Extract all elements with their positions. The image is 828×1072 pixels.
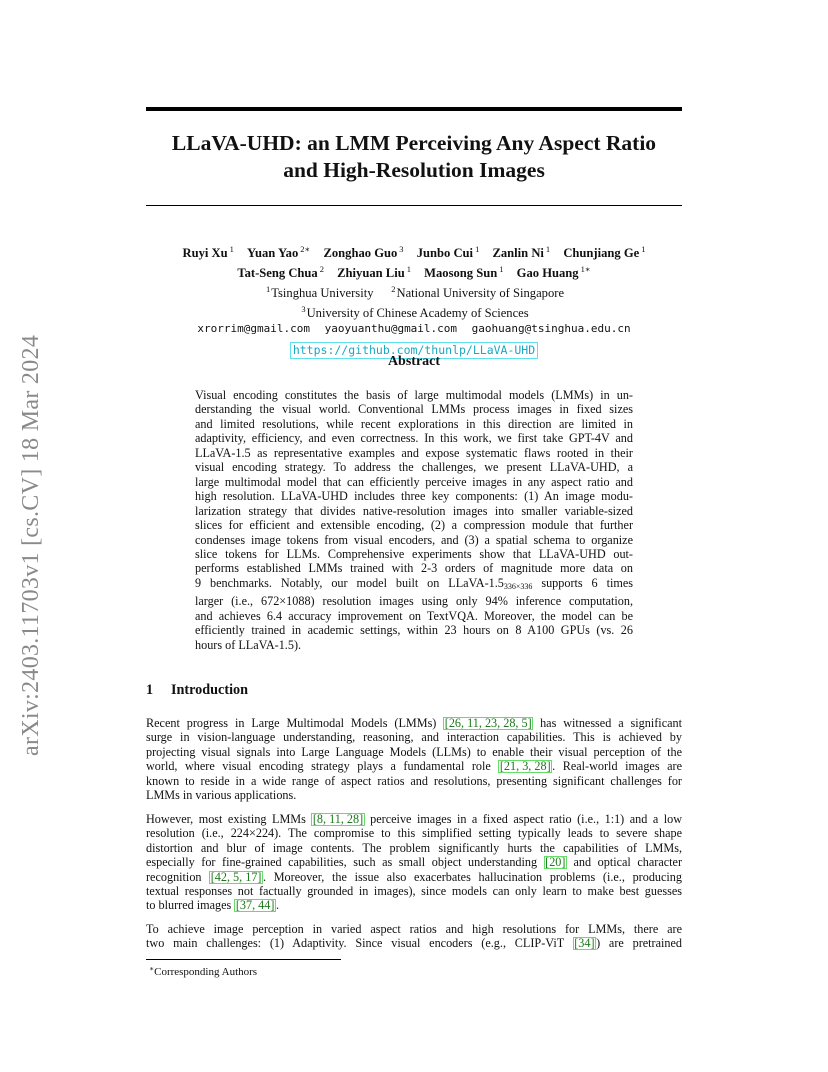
footnote-text: Corresponding Authors	[154, 966, 258, 978]
citation-link[interactable]: [34]	[574, 936, 595, 951]
affiliation: $^1$Tsinghua University	[265, 284, 374, 300]
citation-link[interactable]: [21, 3, 28]	[499, 759, 551, 774]
text-line: distortion and blur of image contents. The problem significantly hurts the capabilities of LMMs,	[146, 840, 682, 855]
section-number: 1	[146, 682, 154, 698]
abstract-line: LLaVA-1.5 as representative examples and expose systematic flaws rooted in their	[195, 445, 633, 460]
email[interactable]: gaohuang@tsinghua.edu.cn	[471, 322, 631, 335]
abstract-body	[195, 388, 633, 652]
citation-link[interactable]: [37, 44]	[235, 898, 275, 913]
abstract-line: visual encoding strategy. To address the challenges, we present LLaVA-UHD, a	[195, 460, 633, 475]
paper-title	[146, 130, 682, 184]
citation-link[interactable]: [8, 11, 28]	[312, 812, 364, 826]
text-line: textual responses not factually grounded in images), since models can only learn to make best guesses	[146, 884, 682, 899]
citation-link[interactable]: [42, 5, 17]	[210, 869, 262, 884]
paragraph	[146, 812, 682, 913]
text-line: However, most existing LMMs [8, 11, 28] perceive images in a fixed aspect ratio (i.e., 1:1) and a low	[146, 812, 683, 826]
abstract-line: condenses image tokens from visual encoders, and (3) a spatial schema to organize	[195, 532, 633, 547]
author: Zhiyuan Liu $^1$	[337, 264, 411, 280]
text-line: two main challenges: (1) Adaptivity. Since visual encoders (e.g., CLIP-ViT [34] ) are pretrained	[146, 936, 682, 951]
abstract-line: Visual encoding constitutes the basis of large multimodal models (LMMs) in un-	[195, 388, 633, 402]
footnote-rule	[146, 959, 341, 960]
section-title: Introduction	[171, 682, 248, 698]
abstract-line: hours of LLaVA-1.5).	[195, 637, 302, 652]
abstract-line: and achieves 6.4 accuracy improvement on TextVQA. Moreover, the model can be	[195, 608, 633, 623]
email-line	[146, 321, 682, 337]
title-top-rule	[146, 107, 682, 111]
author: Zanlin Ni $^1$	[492, 244, 551, 260]
text-line: resolution (i.e., 224×224). The compromise to this simplified setting typically leads to severe shape	[146, 826, 682, 841]
text-line: surge in vision-language understanding, reasoning, and interaction capabilities. This is achieved by	[146, 730, 682, 745]
email[interactable]: yaoyuanthu@gmail.com	[324, 322, 458, 335]
author-line	[146, 241, 682, 261]
abstract-line: adaptivity, efficiency, and even correctness. In this work, we first take GPT-4V and	[195, 431, 633, 446]
abstract-line: and limited resolutions, while recent explorations in this direction are limited in	[195, 416, 633, 431]
affiliation-line	[146, 281, 682, 301]
text-line: especially for fine-grained capabilities, such as small object understanding [20] and optical character	[146, 855, 683, 870]
abstract-heading: Abstract	[387, 354, 441, 369]
paragraph	[146, 922, 682, 951]
title-line: and High-Resolution Images	[283, 158, 545, 182]
affiliation-line	[146, 301, 682, 321]
author: Yuan Yao $^{2∗}$	[247, 244, 311, 260]
title-line: LLaVA-UHD: an LMM Perceiving Any Aspect Ratio	[171, 131, 657, 155]
author: Chunjiang Ge $^1$	[563, 244, 646, 260]
abstract-line: large multimodal model that can efficiently perceive images in any aspect ratio and	[195, 474, 633, 489]
author: Tat-Seng Chua $^2$	[237, 264, 324, 280]
author: Gao Huang $^{1∗}$	[516, 264, 591, 280]
text-line: world, where visual encoding strategy plays a fundamental role [21, 3, 28] . Real-world images are	[146, 759, 682, 774]
text-line: projecting visual signals into Large Language Models (LLMs) to enable their visual perception of the	[146, 744, 682, 759]
abstract-line: efficiently trained in academic settings, within 23 hours on 8 A100 GPUs (vs. 26	[195, 623, 633, 638]
text-line: To achieve image perception in varied aspect ratios and high resolutions for LMMs, there are	[146, 922, 682, 936]
affiliation: $^2$National University of Singapore	[391, 284, 565, 300]
affiliation: $^3$University of Chinese Academy of Sciences	[301, 304, 529, 320]
author: Junbo Cui $^1$	[416, 244, 480, 260]
text-line: LMMs in various applications.	[146, 788, 297, 803]
abstract-line: performs established LMMs trained with 2-3 orders of magnitude more data on	[195, 561, 633, 576]
citation-link[interactable]: [20]	[545, 855, 566, 870]
email[interactable]: xrorrim@gmail.com	[197, 322, 310, 335]
abstract-line: slices for efficient and extensible encoding, (2) a compression module that further	[195, 518, 633, 533]
text-line: recognition [42, 5, 17] . Moreover, the issue also exacerbates hallucination problems (i.e., producing	[146, 869, 682, 884]
abstract-line: larger (i.e., 672×1088) resolution images using only 94% inference computation,	[195, 594, 633, 609]
text-line: Recent progress in Large Multimodal Models (LMMs) [26, 11, 23, 28, 5] has witnessed a significant	[146, 716, 682, 730]
author: Maosong Sun $^1$	[424, 264, 504, 280]
text-line: known to reside in a wide range of aspect ratios and resolutions, presenting significant challenges for	[146, 773, 682, 788]
arxiv-stamp: arXiv:2403.11703v1 [cs.CV] 18 Mar 2024	[18, 334, 44, 756]
author-line	[146, 261, 682, 281]
section-heading	[146, 682, 248, 699]
github-link[interactable]: https://github.com/thunlp/LLaVA-UHD	[290, 342, 538, 359]
text-line: to blurred images [37, 44] .	[146, 898, 279, 913]
abstract-line: slice tokens for LLMs. Comprehensive experiments show that LLaVA-UHD out-	[195, 546, 633, 561]
paragraph	[146, 716, 682, 802]
footnote	[146, 962, 257, 979]
footnote-mark: ∗	[149, 964, 155, 973]
title-bottom-rule	[146, 205, 682, 206]
abstract-line: high resolution. LLaVA-UHD includes three key components: (1) An image modu-	[195, 489, 633, 504]
abstract-line: derstanding the visual world. Conventional LMMs process images in fixed sizes	[195, 402, 633, 417]
author: Ruyi Xu $^1$	[182, 244, 234, 260]
abstract-line: larization strategy that divides native-resolution images into smaller variable-sized	[195, 503, 633, 518]
citation-link[interactable]: [26, 11, 23, 28, 5]	[444, 716, 532, 730]
author: Zonghao Guo $^3$	[323, 244, 404, 260]
abstract-line: 9 benchmarks. Notably, our model built on LLaVA-$1.5_{336\times 336}$ supports 6 times	[195, 575, 633, 591]
author-block	[146, 241, 682, 359]
